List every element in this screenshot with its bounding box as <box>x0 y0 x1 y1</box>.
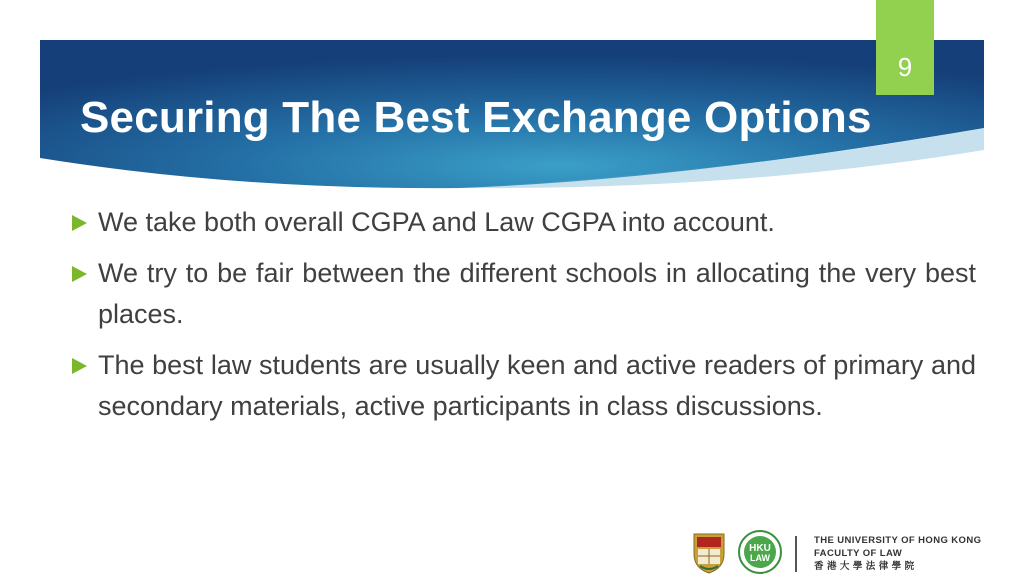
slide-title: Securing The Best Exchange Options <box>80 93 872 142</box>
hku-law-logo <box>738 530 782 574</box>
bullet-text: We try to be fair between the different schools in allocating the very best places. <box>98 258 976 329</box>
svg-text:HKU: HKU <box>749 543 771 554</box>
bullet-text: We take both overall CGPA and Law CGPA into account. <box>98 207 775 237</box>
triangle-bullet-icon <box>72 358 87 374</box>
bullet-item <box>72 345 976 427</box>
footer-branding <box>686 528 1020 576</box>
bullet-list <box>72 202 976 437</box>
page-number: 9 <box>897 52 913 82</box>
svg-text:LAW: LAW <box>750 553 770 563</box>
bullet-item <box>72 253 976 335</box>
bullet-item <box>72 202 976 243</box>
faculty-name: FACULTY OF LAW <box>814 548 903 559</box>
university-name: THE UNIVERSITY OF HONG KONG <box>814 535 982 546</box>
triangle-bullet-icon <box>72 215 87 231</box>
footer-divider <box>795 536 797 572</box>
university-crest-icon <box>692 532 726 574</box>
page-number-tab <box>876 0 934 95</box>
chinese-name: 香 港 大 學 法 律 學 院 <box>814 561 915 572</box>
bullet-text: The best law students are usually keen and active readers of primary and secondary materials, active participants in class discussions. <box>98 350 976 421</box>
footer-text <box>814 534 981 573</box>
triangle-bullet-icon <box>72 266 87 282</box>
